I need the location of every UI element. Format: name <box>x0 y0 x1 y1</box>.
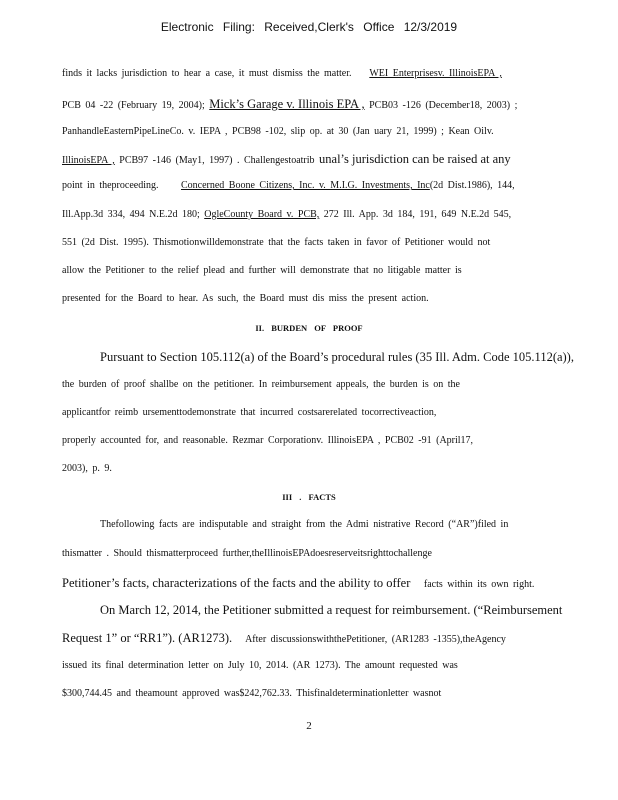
filing-header: Electronic Filing: Received,Clerk's Office 12/3/2019 <box>160 20 458 34</box>
text-line: Petitioner’s facts, characterizations of the facts and the ability to offer facts within its own right. <box>62 576 535 590</box>
text-line: thismatter . Should thismatterproceed further,theIllinoisEPAdoesreserveitsrighttochallenge <box>62 548 432 559</box>
text-line: 2003), p. 9. <box>62 463 112 474</box>
text-line: allow the Petitioner to the relief plead and further will demonstrate that no litigable matter is <box>62 265 462 276</box>
text-line: $300,744.45 and theamount approved was$242,762.33. Thisfinaldeterminationletter wasnot <box>62 688 442 699</box>
text-line: applicantfor reimb ursementtodemonstrate that incurred costsarerelated tocorrectiveaction, <box>62 407 437 418</box>
text-line: 551 (2d Dist. 1995). Thismotionwilldemonstrate that the facts taken in favor of Petitioner would not <box>62 237 491 248</box>
text-line: Thefollowing facts are indisputable and straight from the Admi nistrative Record (“AR”)filed in <box>100 519 509 530</box>
section-heading-burden: II. BURDEN OF PROOF <box>255 323 363 333</box>
text-line: IllinoisEPA , PCB97 -146 (May1, 1997) . Challengestoatrib unal’s jurisdiction can be raised at any <box>62 152 511 166</box>
text-line: On March 12, 2014, the Petitioner submitted a request for reimbursement. (“Reimbursement <box>100 603 563 617</box>
text-line: finds it lacks jurisdiction to hear a case, it must dismiss the matter. WEI Enterprisesv. IllinoisEPA , <box>62 68 502 79</box>
text-line: presented for the Board to hear. As such, the Board must dis miss the present action. <box>62 293 429 304</box>
text-line: PCB 04 -22 (February 19, 2004); Mick’s Garage v. Illinois EPA , PCB03 -126 (December18, 2003) ; <box>62 97 518 111</box>
text-line: the burden of proof shallbe on the petitioner. In reimbursement appeals, the burden is on the <box>62 379 460 390</box>
text-line: point in theproceeding. Concerned Boone Citizens, Inc. v. M.I.G. Investments, Inc(2d Dist.1986), 144, <box>62 180 515 191</box>
text-line: Request 1” or “RR1”). (AR1273). After discussionswiththePetitioner, (AR1283 -1355),theAgency <box>62 631 506 645</box>
text-line: PanhandleEasternPipeLineCo. v. IEPA , PCB98 -102, slip op. at 30 (Jan uary 21, 1999) ; Kean Oilv. <box>62 126 494 137</box>
text-line: Pursuant to Section 105.112(a) of the Board’s procedural rules (35 Ill. Adm. Code 105.112(a)), <box>100 350 574 364</box>
page-number: 2 <box>306 720 312 732</box>
text-line: properly accounted for, and reasonable. Rezmar Corporationv. IllinoisEPA , PCB02 -91 (April17, <box>62 435 474 446</box>
case-citation: IllinoisEPA , <box>62 155 115 166</box>
text-line: issued its final determination letter on July 10, 2014. (AR 1273). The amount requested was <box>62 660 458 671</box>
text-line: Ill.App.3d 334, 494 N.E.2d 180; OgleCounty Board v. PCB, 272 Ill. App. 3d 184, 191, 649 N.E.2d 545, <box>62 209 512 220</box>
case-citation: OgleCounty Board v. PCB, <box>204 209 320 220</box>
case-citation: Concerned Boone Citizens, Inc. v. M.I.G. Investments, Inc <box>180 180 430 191</box>
case-citation: Mick’s Garage v. Illinois EPA , <box>209 97 365 111</box>
section-heading-facts: III . FACTS <box>282 492 336 502</box>
case-citation: WEI Enterprisesv. IllinoisEPA , <box>369 68 502 79</box>
